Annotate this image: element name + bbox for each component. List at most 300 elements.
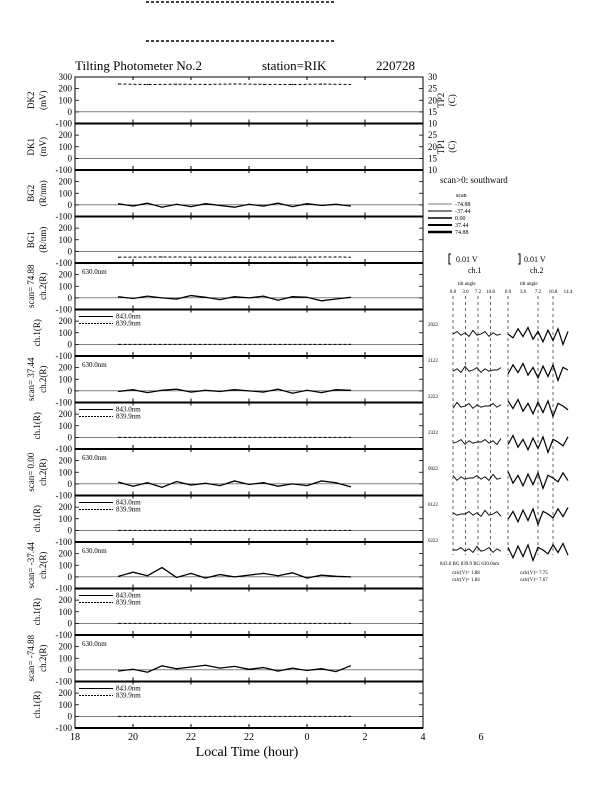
side-row-label: 0122 — [428, 503, 438, 508]
wavelength-label: 630.0nm — [82, 547, 107, 555]
y-tick-label: -100 — [55, 537, 72, 547]
side-trace-ch1 — [453, 438, 501, 444]
y-tick-label: 200 — [58, 316, 72, 327]
y-tick-label: 100 — [58, 560, 72, 571]
side-trace-ch1 — [453, 366, 501, 372]
side-trace-ch2 — [508, 472, 568, 489]
y-tick-label: 100 — [58, 188, 72, 199]
panel-s1c1 — [32, 310, 423, 362]
y-axis-label: scan= 0.00 — [26, 452, 36, 492]
y-tick-label: 100 — [58, 653, 72, 664]
y-tick-label: 100 — [58, 281, 72, 292]
data-point — [234, 344, 235, 345]
calc-left-1: calc(V)= 1.88 — [452, 571, 480, 576]
data-point — [350, 576, 351, 577]
y-axis-label: scan= 37.44 — [26, 357, 36, 402]
data-point — [234, 480, 235, 481]
data-point — [350, 437, 351, 438]
x-tick-label: 22 — [244, 732, 254, 743]
data-point — [161, 256, 162, 257]
data-point — [176, 389, 177, 390]
data-point — [118, 203, 119, 204]
x-tick-label: 20 — [128, 732, 138, 743]
y-tick-label: -100 — [55, 258, 72, 268]
data-point — [118, 296, 119, 297]
data-point — [118, 482, 119, 483]
data-point — [263, 482, 264, 483]
panel-s4c2 — [26, 541, 423, 593]
data-point — [147, 672, 148, 673]
data-point — [234, 389, 235, 390]
data-point — [147, 575, 148, 576]
data-point — [161, 567, 162, 568]
scan-legend-label: 37.44 — [455, 223, 469, 229]
data-point — [350, 390, 351, 391]
station-label: station=RIK — [262, 58, 327, 73]
data-point — [234, 716, 235, 717]
data-point — [277, 670, 278, 671]
data-point — [118, 623, 119, 624]
ch2-tick-label: 14.4 — [563, 290, 573, 295]
legend-label: 843.0nm — [116, 591, 141, 600]
y-tick-label: 200 — [58, 455, 72, 466]
panel-s5c2 — [26, 634, 423, 686]
legend-label: 843.0nm — [116, 312, 141, 321]
scan-legend — [428, 175, 508, 236]
data-point — [234, 666, 235, 667]
y-axis-label: (R/nm) — [38, 180, 48, 207]
data-point — [219, 205, 220, 206]
data-point — [306, 390, 307, 391]
scan-legend-label: 0.00 — [455, 216, 466, 222]
series-line — [119, 203, 351, 207]
data-point — [132, 572, 133, 573]
data-point — [118, 670, 119, 671]
y-tick-label: -100 — [55, 351, 72, 361]
wavelength-label: 630.0nm — [82, 640, 107, 648]
data-point — [205, 665, 206, 666]
x-tick-label: 18 — [70, 732, 80, 743]
ch1-scale: 0.01 V — [456, 255, 478, 264]
ch2-scale: 0.01 V — [524, 255, 546, 264]
panel-s2c1 — [32, 403, 423, 455]
y-tick-label: 100 — [58, 699, 72, 710]
data-point — [234, 207, 235, 208]
data-point — [292, 483, 293, 484]
side-row-label: 2322 — [428, 431, 438, 436]
panel-frame — [75, 263, 423, 310]
y-tick-label: 0 — [67, 618, 72, 629]
legend-label: 839.9nm — [116, 319, 141, 328]
data-point — [190, 484, 191, 485]
ch1-tick-label: 0.0 — [449, 290, 457, 295]
data-point — [335, 204, 336, 205]
wavelength-label: 630.0nm — [82, 361, 107, 369]
panel-frame — [75, 356, 423, 403]
data-point — [306, 670, 307, 671]
data-point — [306, 203, 307, 204]
panel-s3c1 — [32, 496, 423, 548]
side-trace-ch2 — [508, 328, 568, 345]
y-tick-label: 200 — [58, 641, 72, 652]
data-point — [205, 483, 206, 484]
y-tick-label: 200 — [58, 223, 72, 234]
data-point — [147, 296, 148, 297]
side-trace-ch1 — [453, 510, 501, 516]
scan-legend-title: scan>0: southward — [440, 175, 508, 185]
data-point — [263, 205, 264, 206]
data-point — [118, 716, 119, 717]
data-point — [118, 344, 119, 345]
y-tick-label: -100 — [55, 490, 72, 501]
ch1-bracket — [449, 254, 451, 264]
y-axis-label: BG1 — [26, 231, 36, 249]
data-point — [176, 577, 177, 578]
data-point — [350, 716, 351, 717]
y-tick-label: 0 — [67, 292, 72, 303]
data-point — [234, 296, 235, 297]
panel-frame — [75, 124, 423, 171]
ch1-tick-label: 3.6 — [462, 290, 469, 295]
data-point — [205, 297, 206, 298]
data-point — [234, 530, 235, 531]
x-tick-label: 22 — [186, 732, 196, 743]
y-tick-label: 200 — [58, 176, 72, 187]
data-point — [118, 437, 119, 438]
y-tick-label: 200 — [58, 502, 72, 513]
right-tick-label: 15 — [428, 106, 437, 117]
data-point — [161, 665, 162, 666]
y-axis-label: scan= -74.88 — [26, 634, 36, 682]
data-point — [335, 576, 336, 577]
panel-s3c2 — [26, 449, 423, 501]
wavelength-label: 630.0nm — [82, 454, 107, 462]
y-tick-label: -100 — [55, 304, 72, 315]
right-tick-label: 25 — [428, 130, 437, 141]
y-tick-label: 100 — [58, 374, 72, 385]
data-point — [219, 574, 220, 575]
data-point — [190, 391, 191, 392]
y-tick-label: 100 — [58, 513, 72, 524]
panel-s1c2 — [26, 263, 423, 315]
data-point — [161, 390, 162, 391]
data-point — [176, 298, 177, 299]
right-axis-label: (C) — [447, 140, 457, 153]
y-tick-label: -100 — [55, 630, 72, 640]
data-point — [132, 298, 133, 299]
right-axis-label: TP1 — [436, 139, 446, 155]
data-point — [219, 668, 220, 669]
panel-dk2 — [26, 72, 457, 129]
data-point — [277, 300, 278, 301]
data-point — [132, 669, 133, 670]
y-axis-label: scan= -37.44 — [26, 541, 36, 589]
x-axis-label: Local Time (hour) — [195, 745, 299, 760]
data-point — [263, 84, 264, 85]
legend-label: 839.9nm — [116, 691, 141, 700]
data-point — [205, 203, 206, 204]
y-axis-label: ch.2(R) — [38, 272, 48, 300]
x-tick-label: 6 — [478, 732, 484, 743]
panel-frame — [75, 542, 423, 589]
data-point — [219, 391, 220, 392]
data-point — [190, 295, 191, 296]
data-point — [277, 389, 278, 390]
data-point — [147, 84, 148, 85]
data-point — [118, 391, 119, 392]
side-row-label: 0222 — [428, 539, 438, 544]
data-point — [350, 665, 351, 666]
data-point — [335, 298, 336, 299]
panels-group — [26, 72, 457, 733]
y-tick-label: -100 — [55, 118, 72, 129]
data-point — [234, 83, 235, 84]
legend-label: 839.9nm — [116, 598, 141, 607]
data-point — [248, 204, 249, 205]
data-point — [292, 84, 293, 85]
y-axis-label: ch.1(R) — [32, 412, 42, 440]
data-point — [118, 576, 119, 577]
y-tick-label: 200 — [58, 688, 72, 699]
side-footer-wavelengths: 843.0 BG 839.9 BG 630.0nm — [440, 562, 500, 567]
y-tick-label: 200 — [58, 548, 72, 559]
right-tick-label: 20 — [428, 95, 437, 106]
panel-s4c1 — [32, 589, 423, 641]
ch2-bracket — [518, 254, 520, 264]
data-point — [176, 668, 177, 669]
y-tick-label: 0 — [67, 199, 72, 210]
ch1-label: ch.1 — [468, 266, 482, 275]
data-point — [205, 84, 206, 85]
y-tick-label: -100 — [55, 165, 72, 175]
y-tick-label: 100 — [58, 420, 72, 431]
data-point — [176, 481, 177, 482]
panel-frame — [75, 449, 423, 496]
data-point — [118, 83, 119, 84]
y-axis-label: ch.1(R) — [32, 319, 42, 347]
x-tick-label: 0 — [304, 732, 310, 743]
data-point — [263, 296, 264, 297]
y-axis-label: DK2 — [26, 91, 36, 109]
scan-legend-label: 74.88 — [455, 230, 469, 236]
y-tick-label: 100 — [58, 141, 72, 152]
y-tick-label: 100 — [58, 327, 72, 338]
y-axis-label: (mV) — [38, 90, 48, 110]
data-point — [292, 572, 293, 573]
data-point — [147, 392, 148, 393]
y-axis-label: ch.1(R) — [32, 505, 42, 533]
side-row-label: 0022 — [428, 467, 438, 472]
data-point — [306, 577, 307, 578]
date-label: 220728 — [376, 58, 415, 73]
y-tick-label: 200 — [58, 362, 72, 373]
data-point — [118, 530, 119, 531]
data-point — [321, 300, 322, 301]
scan-legend-header: scan — [456, 193, 467, 199]
y-axis-label: ch.1(R) — [32, 598, 42, 626]
legend-label: 839.9nm — [116, 412, 141, 421]
side-row-label: 2222 — [428, 395, 438, 400]
data-point — [350, 530, 351, 531]
data-point — [292, 257, 293, 258]
data-point — [292, 668, 293, 669]
data-point — [132, 486, 133, 487]
x-tick-label: 2 — [362, 732, 368, 743]
right-tick-label: 30 — [428, 72, 437, 82]
data-point — [161, 487, 162, 488]
data-point — [248, 390, 249, 391]
panel-s5c1 — [32, 682, 423, 734]
panel-bg2 — [26, 170, 423, 222]
y-axis-label: ch.2(R) — [38, 644, 48, 672]
calc-right-1: calc(V)= 7.75 — [520, 571, 548, 576]
panel-dk1 — [26, 124, 457, 176]
y-tick-label: 100 — [58, 606, 72, 617]
ch1-tilt-label: tilt angle — [458, 282, 476, 287]
y-tick-label: 200 — [58, 409, 72, 420]
y-tick-label: 0 — [67, 571, 72, 582]
y-tick-label: 100 — [58, 467, 72, 478]
y-tick-label: 0 — [67, 432, 72, 443]
data-point — [350, 486, 351, 487]
data-point — [277, 575, 278, 576]
data-point — [248, 256, 249, 257]
ch1-tick-label: 7.2 — [474, 290, 482, 295]
data-point — [118, 257, 119, 258]
calc-right-2: calc(V)= 7.67 — [520, 578, 548, 583]
side-trace-ch2 — [508, 544, 568, 561]
data-point — [132, 389, 133, 390]
data-point — [205, 390, 206, 391]
legend-label: 843.0nm — [116, 405, 141, 414]
y-tick-label: 0 — [67, 385, 72, 396]
ch1-tick-label: 10.8 — [486, 290, 495, 295]
y-tick-label: 200 — [58, 130, 72, 141]
y-axis-label: ch.2(R) — [38, 458, 48, 486]
data-point — [350, 344, 351, 345]
legend-label: 843.0nm — [116, 498, 141, 507]
y-tick-label: -100 — [55, 676, 72, 687]
data-point — [147, 203, 148, 204]
data-point — [161, 207, 162, 208]
calc-left-2: calc(V)= 1.84 — [452, 578, 480, 583]
y-tick-label: 200 — [58, 83, 72, 94]
data-point — [248, 297, 249, 298]
panel-frame — [75, 635, 423, 682]
panel-frame — [75, 170, 423, 217]
chart-title: Tilting Photometer No.2 — [75, 58, 203, 73]
right-tick-label: 15 — [428, 153, 437, 164]
data-point — [350, 84, 351, 85]
y-tick-label: -100 — [55, 211, 72, 222]
data-point — [263, 391, 264, 392]
y-tick-label: 0 — [67, 246, 72, 257]
data-point — [335, 482, 336, 483]
side-trace-ch2 — [508, 508, 568, 525]
data-point — [234, 576, 235, 577]
data-point — [161, 297, 162, 298]
data-point — [176, 204, 177, 205]
data-point — [277, 203, 278, 204]
data-point — [321, 83, 322, 84]
data-point — [205, 257, 206, 258]
data-point — [176, 84, 177, 85]
y-tick-label: 0 — [67, 106, 72, 117]
right-tick-label: 20 — [428, 141, 437, 152]
data-point — [335, 256, 336, 257]
side-trace-ch1 — [453, 402, 501, 408]
data-point — [321, 205, 322, 206]
data-point — [292, 393, 293, 394]
data-point — [234, 623, 235, 624]
side-row-label: 2122 — [428, 359, 438, 364]
data-point — [248, 575, 249, 576]
side-trace-ch2 — [508, 364, 568, 381]
ch2-tilt-label: tilt angle — [520, 282, 538, 287]
y-axis-label: ch.1(R) — [32, 691, 42, 719]
data-point — [219, 299, 220, 300]
legend-label: 839.9nm — [116, 505, 141, 514]
y-tick-label: -100 — [55, 444, 72, 454]
side-trace-ch1 — [453, 474, 501, 480]
data-point — [132, 205, 133, 206]
data-point — [205, 577, 206, 578]
y-axis-label: BG2 — [26, 184, 36, 202]
data-point — [306, 297, 307, 298]
y-tick-label: 300 — [58, 72, 72, 82]
y-axis-label: DK1 — [26, 138, 36, 156]
wavelength-label: 630.0nm — [82, 268, 107, 276]
y-tick-label: -100 — [55, 397, 72, 408]
data-point — [190, 206, 191, 207]
data-point — [248, 484, 249, 485]
right-axis-label: (C) — [447, 94, 457, 107]
y-tick-label: 100 — [58, 95, 72, 106]
y-tick-label: 0 — [67, 339, 72, 350]
y-axis-label: ch.2(R) — [38, 551, 48, 579]
data-point — [335, 389, 336, 390]
ch2-tick-label: 10.8 — [548, 290, 558, 295]
side-chart — [428, 254, 573, 583]
y-tick-label: 0 — [67, 525, 72, 536]
right-tick-label: 10 — [428, 118, 437, 129]
y-tick-label: 0 — [67, 664, 72, 675]
side-trace-ch2 — [508, 400, 568, 417]
right-tick-label: 25 — [428, 83, 437, 94]
ch2-tick-label: 7.2 — [534, 290, 542, 295]
y-tick-label: 200 — [58, 269, 72, 280]
data-point — [190, 666, 191, 667]
data-point — [277, 486, 278, 487]
panel-bg1 — [26, 217, 423, 269]
data-point — [321, 480, 322, 481]
data-point — [263, 573, 264, 574]
data-point — [350, 623, 351, 624]
y-axis-label: ch.2(R) — [38, 365, 48, 393]
data-point — [234, 437, 235, 438]
data-point — [321, 668, 322, 669]
scan-legend-label: -74.88 — [455, 202, 471, 208]
series-line — [119, 481, 351, 487]
x-tick-label: 4 — [420, 732, 426, 743]
legend-label: 843.0nm — [116, 684, 141, 693]
data-point — [263, 667, 264, 668]
x-axis — [70, 732, 484, 743]
data-point — [190, 573, 191, 574]
y-axis-label: (mV) — [38, 137, 48, 157]
data-point — [321, 392, 322, 393]
data-point — [292, 296, 293, 297]
